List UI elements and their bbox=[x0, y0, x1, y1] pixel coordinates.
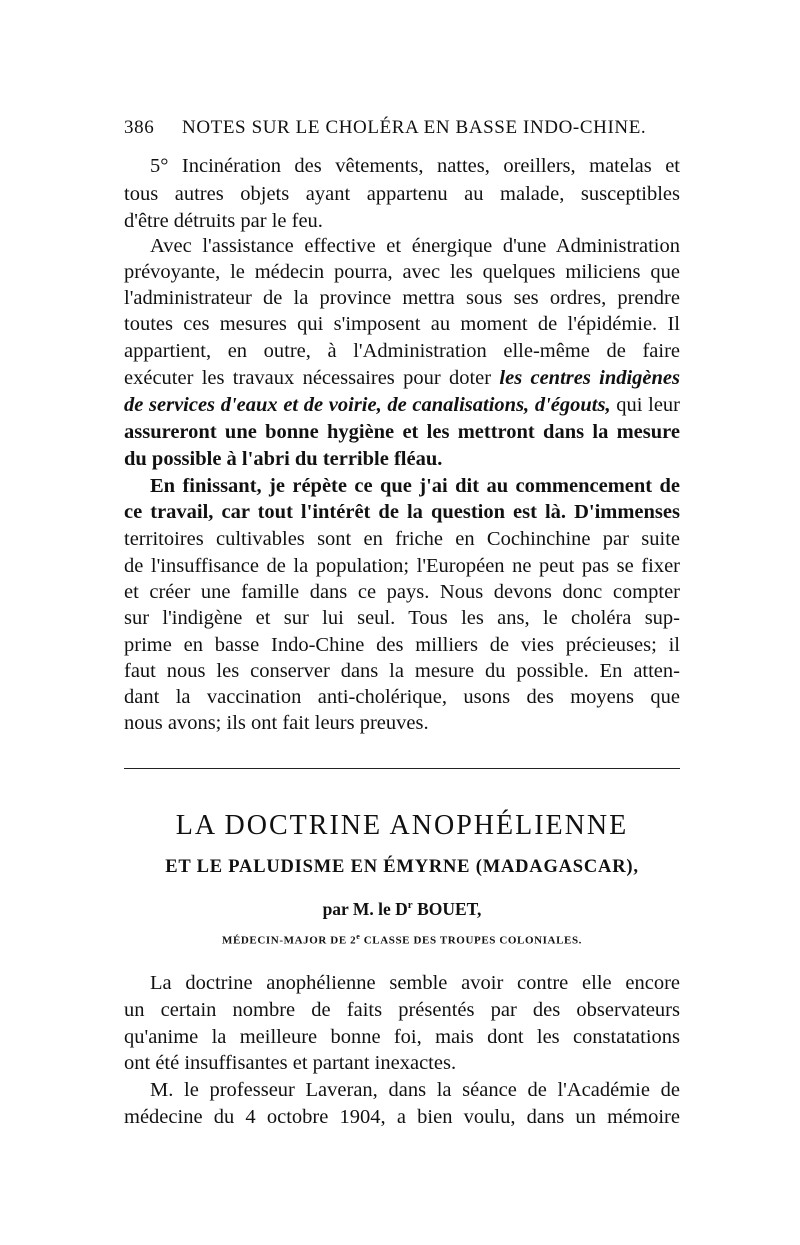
paragraph-line: En finissant, je répète ce que j'ai dit au commencement de bbox=[150, 475, 680, 497]
role-prefix: MÉDECIN-MAJOR DE 2 bbox=[221, 934, 357, 947]
paragraph-line: 5° Incinération des vêtements, nattes, oreillers, matelas et bbox=[150, 155, 680, 177]
author-byline bbox=[124, 899, 680, 920]
paragraph-line: sur l'indigène et sur lui seul. Tous les ans, le choléra sup- bbox=[124, 607, 680, 629]
role-sup: e bbox=[356, 932, 361, 941]
paragraph-line: prime en basse Indo-Chine des milliers de vies précieuses; il bbox=[124, 634, 680, 656]
paragraph-line: appartient, en outre, à l'Administration elle-même de faire bbox=[124, 340, 680, 362]
paragraph-line: dant la vaccination anti-cholérique, usons des moyens que bbox=[124, 686, 680, 708]
author-role bbox=[124, 932, 680, 947]
paragraph-line: tous autres objets ayant appartenu au malade, susceptibles bbox=[124, 183, 680, 205]
role-suffix: CLASSE DES TROUPES COLONIALES. bbox=[360, 934, 583, 947]
italic-segment: de services d'eaux et de voirie, de canalisations, d'égouts, bbox=[124, 394, 611, 416]
text-segment: qui leur bbox=[616, 394, 680, 416]
article-subtitle: ET LE PALUDISME EN ÉMYRNE (MADAGASCAR), bbox=[165, 857, 639, 877]
paragraph-line: du possible à l'abri du terrible fléau. bbox=[124, 448, 443, 470]
paragraph-line: qu'anime la meilleure bonne foi, mais dont les constatations bbox=[124, 1026, 680, 1048]
italic-segment: les centres indigènes bbox=[499, 367, 681, 389]
paragraph-line: un certain nombre de faits présentés par des observateurs bbox=[124, 999, 680, 1021]
paragraph-line-mixed bbox=[124, 365, 680, 391]
paragraph-line: médecine du 4 octobre 1904, a bien voulu, dans un mémoire bbox=[124, 1106, 680, 1128]
paragraph-line: nous avons; ils ont fait leurs preuves. bbox=[124, 712, 429, 734]
byline-prefix: par M. le D bbox=[322, 899, 408, 919]
paragraph-line: Avec l'assistance effective et énergique d'une Administration bbox=[150, 235, 680, 257]
paragraph-line: La doctrine anophélienne semble avoir contre elle encore bbox=[150, 972, 680, 994]
byline-name: BOUET, bbox=[412, 899, 482, 919]
byline-sup: r bbox=[407, 899, 413, 912]
running-head bbox=[124, 117, 684, 139]
text-segment: exécuter les travaux nécessaires pour doter bbox=[124, 367, 492, 389]
paragraph-line: ont été insuffisantes et partant inexactes. bbox=[124, 1052, 457, 1074]
running-head-title: NOTES SUR LE CHOLÉRA EN BASSE INDO-CHINE. bbox=[182, 117, 647, 138]
paragraph-line: assureront une bonne hygiène et les mettront dans la mesure bbox=[124, 421, 680, 443]
page-number: 386 bbox=[124, 117, 155, 138]
paragraph-line-mixed bbox=[124, 392, 680, 418]
paragraph-line: et créer une famille dans ce pays. Nous devons donc compter bbox=[124, 581, 680, 603]
article-title: LA DOCTRINE ANOPHÉLIENNE bbox=[175, 810, 629, 841]
paragraph-line: territoires cultivables sont en friche en Cochinchine par suite bbox=[124, 528, 680, 550]
paragraph-line: faut nous les conserver dans la mesure du possible. En atten- bbox=[124, 660, 680, 682]
section-divider bbox=[124, 768, 680, 769]
paragraph-line: ce travail, car tout l'intérêt de la question est là. D'immenses bbox=[124, 501, 680, 523]
paragraph-line: toutes ces mesures qui s'imposent au moment de l'épidémie. Il bbox=[124, 313, 680, 335]
paragraph-line: prévoyante, le médecin pourra, avec les quelques miliciens que bbox=[124, 261, 680, 283]
paragraph-line: de l'insuffisance de la population; l'Européen ne peut pas se fixer bbox=[124, 555, 680, 577]
paragraph-line: M. le professeur Laveran, dans la séance de l'Académie de bbox=[150, 1079, 680, 1101]
paragraph-line: l'administrateur de la province mettra sous ses ordres, prendre bbox=[124, 287, 680, 309]
paragraph-line: d'être détruits par le feu. bbox=[124, 210, 323, 232]
